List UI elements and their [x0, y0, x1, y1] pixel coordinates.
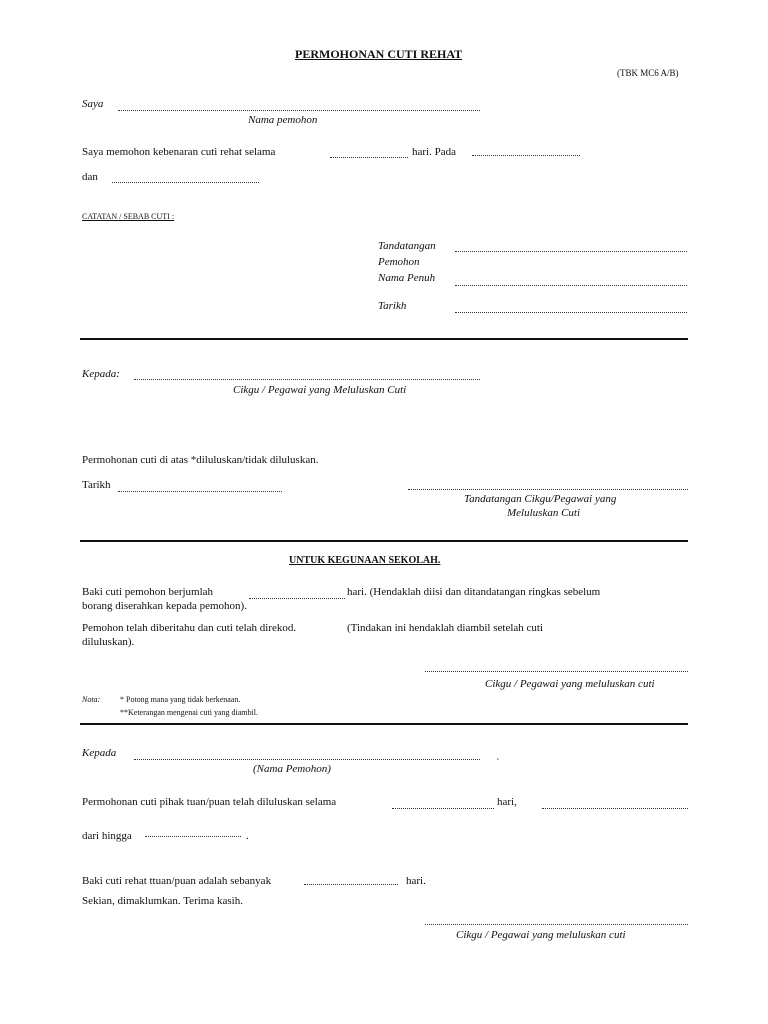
baki-remaining-text: Baki cuti rehat ttuan/puan adalah sebanyak — [82, 875, 272, 887]
pemohon-label: Pemohon — [378, 256, 420, 268]
final-signature-field[interactable] — [425, 924, 688, 925]
nama-pemohon-caption: Nama pemohon — [248, 114, 318, 126]
start-date-field[interactable] — [472, 155, 580, 156]
approver-signature-field[interactable] — [408, 489, 688, 490]
school-use-heading: UNTUK KEGUNAAN SEKOLAH. — [289, 555, 441, 566]
approved-text: Permohonan cuti pihak tuan/puan telah diluluskan selama — [82, 796, 337, 808]
dan-text: dan — [82, 171, 98, 183]
tandatangan-label: Tandatangan — [378, 240, 436, 252]
end-date-field[interactable] — [112, 182, 259, 183]
dari-hingga-field[interactable] — [145, 836, 241, 837]
tindakan-text: (Tindakan ini hendaklah diambil setelah cuti — [347, 622, 544, 634]
approved-days-field[interactable] — [392, 808, 494, 809]
baki-days-field[interactable] — [249, 598, 345, 599]
approver-sign-caption-1: Tandatangan Cikgu/Pegawai yang — [464, 493, 617, 505]
decision-text: Permohonan cuti di atas *diluluskan/tidak diluluskan. — [82, 454, 319, 466]
applicant-date-field[interactable] — [455, 312, 687, 313]
school-signature-field[interactable] — [425, 671, 688, 672]
nama-penuh-label: Nama Penuh — [378, 272, 436, 284]
final-sign-caption: Cikgu / Pegawai yang meluluskan cuti — [456, 929, 626, 941]
approver-caption: Cikgu / Pegawai yang Meluluskan Cuti — [233, 384, 407, 396]
form-code: (TBK MC6 A/B) — [617, 68, 679, 78]
approver-sign-caption-2: Meluluskan Cuti — [507, 507, 581, 519]
applicant-signature-field[interactable] — [455, 251, 687, 252]
approved-start-field[interactable] — [542, 808, 688, 809]
closing-text: Sekian, dimaklumkan. Terima kasih. — [82, 895, 243, 907]
hari-pada-text: hari. Pada — [412, 146, 456, 158]
period-mark: . — [246, 830, 249, 842]
approver-name-field[interactable] — [134, 379, 480, 380]
baki-rest2-text: borang diserahkan kepada pemohon). — [82, 600, 247, 612]
baki-text: Baki cuti pemohon berjumlah — [82, 586, 214, 598]
tarikh-label: Tarikh — [378, 300, 407, 312]
saya-label: Saya — [82, 98, 104, 110]
days-field[interactable] — [330, 157, 408, 158]
baki-rest-text: hari. (Hendaklah diisi dan ditandatangan ringkas sebelum — [347, 586, 601, 598]
pemohon-informed-text: Pemohon telah diberitahu dan cuti telah direkod. — [82, 622, 297, 634]
pemohon-informed-text-2: diluluskan). — [82, 636, 135, 648]
nota-1: * Potong mana yang tidak berkenaan. — [120, 695, 241, 704]
section-divider-2 — [80, 540, 688, 542]
kepada-label-2: Kepada — [82, 747, 117, 759]
full-name-field[interactable] — [455, 285, 687, 286]
form-title: PERMOHONAN CUTI REHAT — [295, 47, 463, 61]
section-divider-1 — [80, 338, 688, 340]
kepada-label: Kepada: — [82, 368, 120, 380]
request-text: Saya memohon kebenaran cuti rehat selama — [82, 146, 276, 158]
decision-tarikh-label: Tarikh — [82, 479, 111, 491]
baki-remaining-field[interactable] — [304, 884, 398, 885]
school-sign-caption: Cikgu / Pegawai yang meluluskan cuti — [485, 678, 655, 690]
nota-2: **Keterangan mengenai cuti yang diambil. — [120, 708, 258, 717]
dari-hingga-text: dari hingga — [82, 830, 132, 842]
catatan-label: CATATAN / SEBAB CUTI : — [82, 212, 175, 221]
nama-pemohon-field[interactable] — [118, 110, 480, 111]
stray-mark: ` — [496, 757, 500, 769]
recipient-name-field[interactable] — [134, 759, 480, 760]
decision-date-field[interactable] — [118, 491, 282, 492]
hari-text: hari. — [406, 875, 426, 887]
nota-label: Nota: — [82, 695, 101, 704]
recipient-caption: (Nama Pemohon) — [253, 763, 331, 775]
hari-comma-text: hari, — [497, 796, 517, 808]
section-divider-3 — [80, 723, 688, 725]
